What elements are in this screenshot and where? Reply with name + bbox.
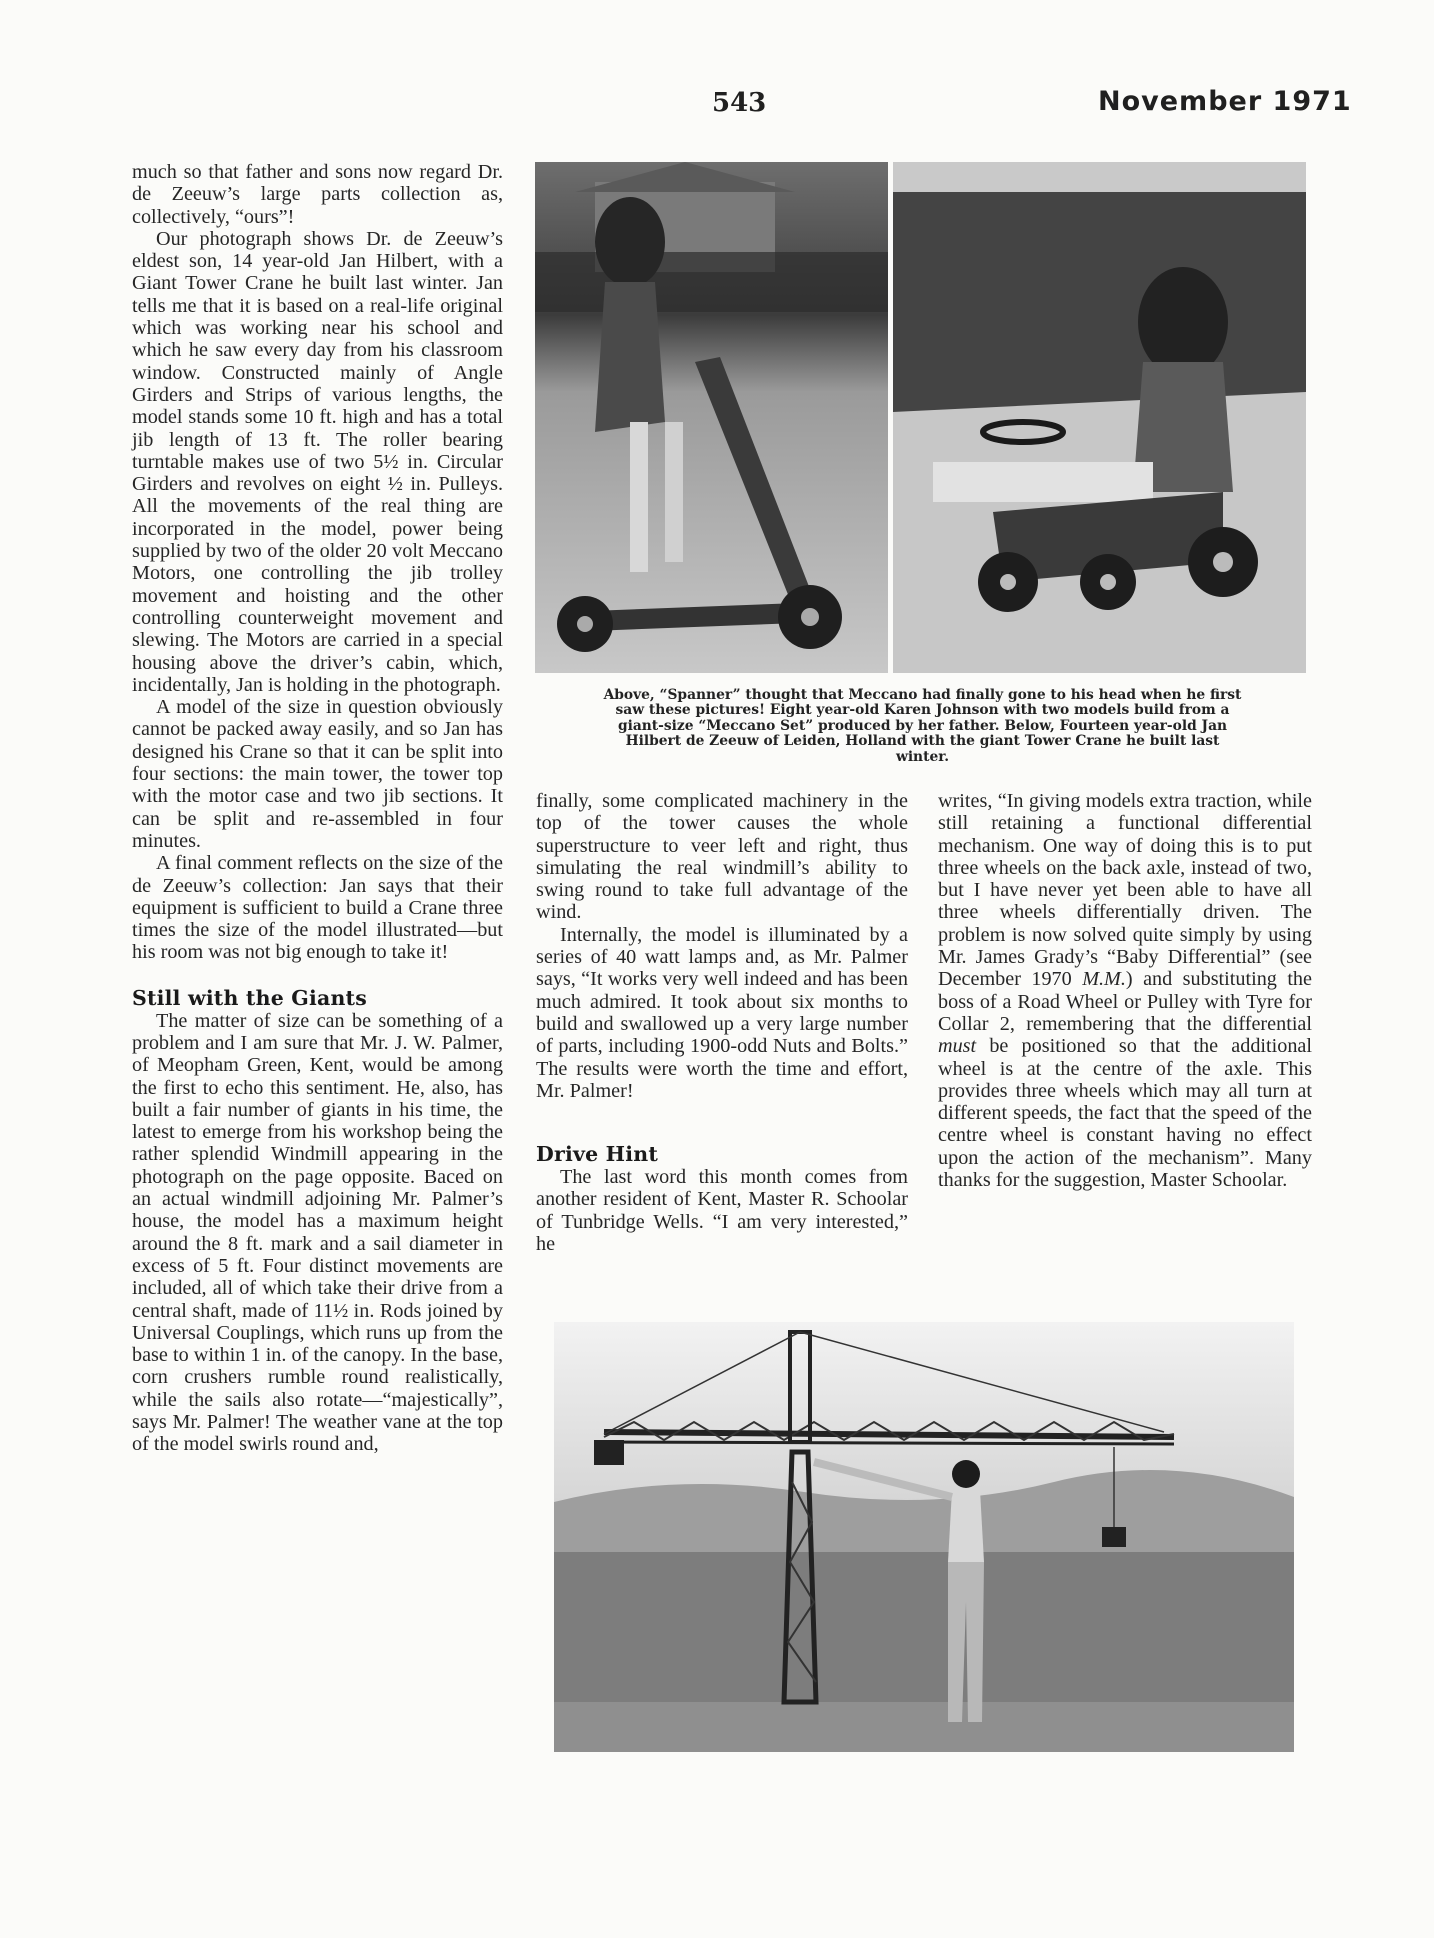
paragraph: The last word this month comes from another resident of Kent, Master R. Schoolar of Tunbridge Wells. “I am very interested,” he bbox=[536, 1166, 908, 1256]
paragraph: finally, some complicated machinery in the top of the tower causes the whole superstructure to veer left and right, thus simulating the real windmill’s ability to swing round to take full advantage of the wind. bbox=[536, 790, 908, 924]
paragraph: Internally, the model is illuminated by a series of 40 watt lamps and, as Mr. Palmer says, “It works very well indeed and has been much admired. It took about six months to build and swallowed up a very large number of parts, including 1900-odd Nuts and Bolts.” The results were worth the time and effort, Mr. Palmer! bbox=[536, 923, 908, 1102]
photo-girl-on-scooter bbox=[535, 162, 888, 673]
caption-line: Above, “Spanner” thought that Meccano had finally gone to his head when he first bbox=[603, 687, 1242, 703]
paragraph: much so that father and sons now regard Dr. de Zeeuw’s large parts collection as, collectively, “ours”! bbox=[132, 161, 503, 228]
paragraph: Our photograph shows Dr. de Zeeuw’s eldest son, 14 year-old Jan Hilbert, with a Giant Tower Crane he built last winter. Jan tells me that it is based on a real-life original which was working near his school and which he saw every day from his classroom window. Constructed mainly of Angle Girders and Strips of various lengths, the model stands some 10 ft. high and has a total jib length of 13 ft. The roller bearing turntable makes use of two 5½ in. Circular Girders and revolves on eight ½ in. Pulleys. All the movements of the real thing are incorporated in the model, power being supplied by two of the older 20 volt Meccano Motors, one controlling the jib trolley movement and hoisting and the other controlling counterweight movement and slewing. The Motors are carried in a special housing above the driver’s cabin, which, incidentally, Jan is holding in the photograph. bbox=[132, 227, 503, 696]
photo-caption bbox=[536, 688, 1309, 765]
left-column bbox=[132, 161, 503, 1456]
caption-line: Hilbert de Zeeuw of Leiden, Holland with the giant Tower Crane he built last bbox=[625, 733, 1220, 750]
paragraph: The matter of size can be something of a problem and I am sure that Mr. J. W. Palmer, of Meopham Green, Kent, would be among the first to echo this sentiment. He, also, has built a fair number of giants in his time, the latest to emerge from his workshop being the rather splendid Windmill appearing in the photograph on the page opposite. Baced on an actual windmill adjoining Mr. Palmer’s house, the model has a maximum height around the 8 ft. mark and a sail diameter in excess of 5 ft. Four distinct movements are included, all of which take their drive from a central shaft, made of 11½ in. Rods joined by Universal Couplings, which runs up from the base to within 1 in. of the canopy. In the base, corn crushers rumble round realistically, while the sails also rotate—“majestically”, says Mr. Palmer! The weather vane at the top of the model swirls round and, bbox=[132, 1009, 503, 1456]
italic-text: M.M. bbox=[1082, 968, 1126, 991]
page-number: 543 bbox=[712, 88, 767, 118]
middle-column bbox=[536, 790, 908, 1255]
text-run: be positioned so that the additional wheel is at the centre of the axle. This provides three wheels which may all turn at different speeds, the fact that the speed of the centre wheel is constant having no effect upon the action of the mechanism”. Many thanks for the suggestion, Master Schoolar. bbox=[938, 1035, 1312, 1192]
caption-line: winter. bbox=[895, 748, 950, 765]
italic-text: must bbox=[938, 1035, 977, 1058]
paragraph: A model of the size in question obviously cannot be packed away easily, and so Jan has designed his Crane so that it can be split into four sections: the main tower, the tower top with the motor case and two jib sections. It can be split and re-assembled in four minutes. bbox=[132, 696, 503, 852]
section-heading-drive-hint: Drive Hint bbox=[536, 1142, 658, 1167]
section-heading-giants: Still with the Giants bbox=[132, 985, 367, 1010]
right-column bbox=[938, 790, 1312, 1191]
text-run: writes, “In giving models extra traction, while still retaining a functional differential mechanism. One way of doing this is to put three wheels on the back axle, instead of two, but I have never yet been able to have all three wheels differentially driven. The problem is now solved quite simply by using Mr. James Grady’s “Baby Differential” (see December 1970 bbox=[938, 790, 1312, 991]
text-run: ) and substituting the boss of a Road Wheel or Pulley with Tyre for Collar 2, remembering that the differential bbox=[938, 968, 1312, 1035]
paragraph: A final comment reflects on the size of the de Zeeuw’s collection: Jan says that their equipment is sufficient to build a Crane three times the size of the model illustrated—but his room was not big enough to take it! bbox=[132, 852, 503, 964]
photo-tower-crane bbox=[554, 1322, 1294, 1752]
paragraph bbox=[938, 790, 1312, 1191]
caption-line: giant-size “Meccano Set” produced by her father. Below, Fourteen year-old Jan bbox=[617, 717, 1228, 734]
caption-line: saw these pictures! Eight year-old Karen Johnson with two models build from a bbox=[615, 702, 1230, 719]
photo-girl-in-pedal-car bbox=[893, 162, 1306, 673]
issue-date: November 1971 bbox=[1098, 86, 1352, 117]
